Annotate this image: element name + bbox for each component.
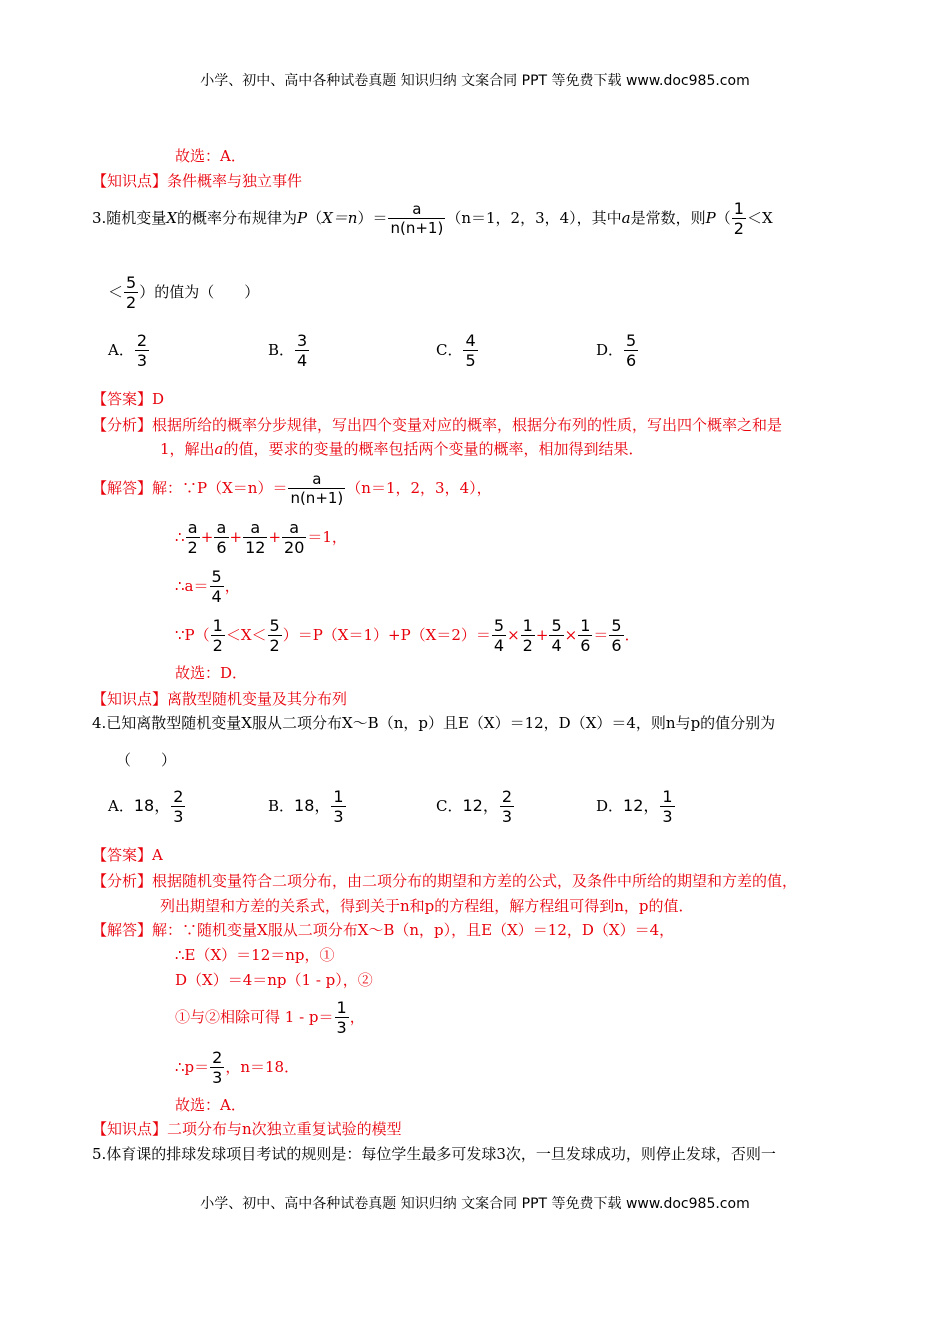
fraction: $\frac{5}{6}$ (611, 616, 622, 655)
fraction: $\frac{1}{3}$ (662, 787, 673, 826)
q4-option-b: B．18， $\frac{1}{3}$ (268, 787, 344, 826)
fraction: $\frac{2}{3}$ (173, 787, 184, 826)
fraction: $\frac{a}{12}$ (245, 518, 266, 557)
q4-conclusion: 故选：A． (175, 1096, 246, 1114)
fraction: $\frac{a}{n(n+1)}$ (290, 470, 344, 507)
q4-solution-line4: ①与②相除可得 1 - p＝ $\frac{1}{3}$ ， (175, 998, 365, 1037)
q3-option-d: D． $\frac{5}{6}$ (596, 331, 637, 370)
q4-answer: 【答案】A (92, 846, 163, 864)
knowledge-point: 二项分布与n次独立重复试验的模型 (167, 1120, 402, 1138)
page-header: 小学、初中、高中各种试卷真题 知识归纳 文案合同 PPT 等免费下载 www.doc985.com (200, 73, 750, 89)
fraction: $\frac{5}{4}$ (551, 616, 562, 655)
fraction: $\frac{a}{n(n+1)}$ (390, 200, 444, 237)
q4-solution-line5: ∴p＝ $\frac{2}{3}$ ，n＝18． (175, 1048, 300, 1087)
fraction: $\frac{3}{4}$ (297, 331, 308, 370)
fraction: $\frac{1}{2}$ (522, 616, 533, 655)
q4-analysis-line1: 【分析】根据随机变量符合二项分布，由二项分布的期望和方差的公式，及条件中所给的期望和方差的值， (92, 872, 798, 890)
page-footer: 小学、初中、高中各种试卷真题 知识归纳 文案合同 PPT 等免费下载 www.doc985.com (200, 1196, 750, 1212)
q3-conclusion: 故选：D． (175, 664, 248, 682)
q2-knowledge (92, 171, 302, 191)
fraction: $\frac{5}{2}$ (126, 273, 137, 312)
q3-solution-line1: 【解答】解：∵P（X＝n）＝ $\frac{a}{n(n+1)}$ （n＝1，2，3，4）， (92, 470, 492, 507)
q2-conclusion: 故选：A． (175, 147, 246, 165)
q3-analysis-line1: 【分析】根据所给的概率分步规律，写出四个变量对应的概率，根据分布列的性质，写出四个概率之和是 (92, 416, 783, 434)
answer-value: A (152, 846, 163, 864)
q3-option-c: C． $\frac{4}{5}$ (436, 331, 476, 370)
q4-knowledge (92, 1119, 402, 1139)
fraction: $\frac{2}{3}$ (501, 787, 513, 826)
answer-value: D (152, 390, 165, 408)
fraction: $\frac{a}{20}$ (284, 518, 305, 557)
fraction: $\frac{1}{3}$ (333, 787, 344, 826)
q3-stem-line2: ＜ $\frac{5}{2}$ ）的值为（ ） (108, 273, 260, 312)
q3-solution-line2: ∴ $\frac{a}{2}$ + $\frac{a}{6}$ + $\frac{a}{12}$ + $\frac{a}{20}$ ＝1， (175, 518, 347, 557)
fraction: $\frac{2}{3}$ (136, 331, 148, 370)
fraction: $\frac{1}{2}$ (733, 199, 744, 238)
knowledge-point: 条件概率与独立事件 (167, 172, 303, 190)
fraction: $\frac{5}{4}$ (493, 616, 505, 655)
knowledge-tag: 【知识点】 (92, 172, 168, 190)
knowledge-tag: 【知识点】 (92, 690, 168, 708)
q3-solution-line4: ∵P（ $\frac{1}{2}$ ＜X＜ $\frac{5}{2}$ ）＝P（X＝1）+P（X＝2）＝ $\frac{5}{4}$ × $\frac{1}{2}$ + $\frac{5}{4}$ × $\frac{1}{6}$ ＝ $\frac{5}{6}$ ． (175, 616, 640, 655)
q4-option-a: A．18， $\frac{2}{3}$ (108, 787, 184, 826)
q3-stem-line1: 3.随机变量X的概率分布规律为P（X＝n）＝ $\frac{a}{n(n+1)}$ （n＝1，2，3，4），其中a是常数，则P（ $\frac{1}{2}$ ＜X (92, 199, 773, 238)
q3-solution-line3: ∴a＝ $\frac{5}{4}$ ， (175, 567, 240, 606)
fraction: $\frac{5}{2}$ (269, 616, 280, 655)
q3-option-a: A． $\frac{2}{3}$ (108, 331, 148, 370)
q4-solution-line1: 【解答】解：∵随机变量X服从二项分布X～B（n，p），且E（X）＝12，D（X）＝4， (92, 921, 675, 939)
fraction: $\frac{a}{2}$ (187, 518, 198, 557)
fraction: $\frac{4}{5}$ (465, 331, 476, 370)
q4-option-c: C．12， $\frac{2}{3}$ (436, 787, 513, 826)
fraction: $\frac{1}{2}$ (212, 616, 223, 655)
fraction: $\frac{a}{6}$ (216, 518, 227, 557)
q4-solution-line3: D（X）＝4＝np（1 - p），② (175, 971, 373, 989)
fraction: $\frac{2}{3}$ (212, 1048, 223, 1087)
knowledge-point: 离散型随机变量及其分布列 (167, 690, 348, 708)
fraction: $\frac{1}{6}$ (580, 616, 591, 655)
q5-stem: 5.体育课的排球发球项目考试的规则是：每位学生最多可发球3次，一旦发球成功，则停止发球，否则一 (92, 1145, 776, 1163)
q4-blank: （ ） (116, 751, 177, 769)
q4-stem: 4.已知离散型随机变量X服从二项分布X～B（n，p）且E（X）＝12，D（X）＝4，则n与p的值分别为 (92, 714, 776, 732)
q3-answer: 【答案】D (92, 390, 165, 408)
fraction: $\frac{5}{4}$ (211, 567, 222, 606)
q3-analysis-line2: 1，解出a的值，要求的变量的概率包括两个变量的概率，相加得到结果． (160, 440, 644, 458)
fraction: $\frac{5}{6}$ (626, 331, 637, 370)
q4-analysis-line2: 列出期望和方差的关系式，得到关于n和p的方程组，解方程组可得到n，p的值． (160, 897, 694, 915)
fraction: $\frac{1}{3}$ (336, 998, 347, 1037)
q4-option-d: D．12， $\frac{1}{3}$ (596, 787, 673, 826)
q3-option-b: B． $\frac{3}{4}$ (268, 331, 308, 370)
knowledge-tag: 【知识点】 (92, 1120, 168, 1138)
q3-knowledge (92, 689, 347, 709)
q4-solution-line2: ∴E（X）＝12＝np，① (175, 946, 335, 964)
